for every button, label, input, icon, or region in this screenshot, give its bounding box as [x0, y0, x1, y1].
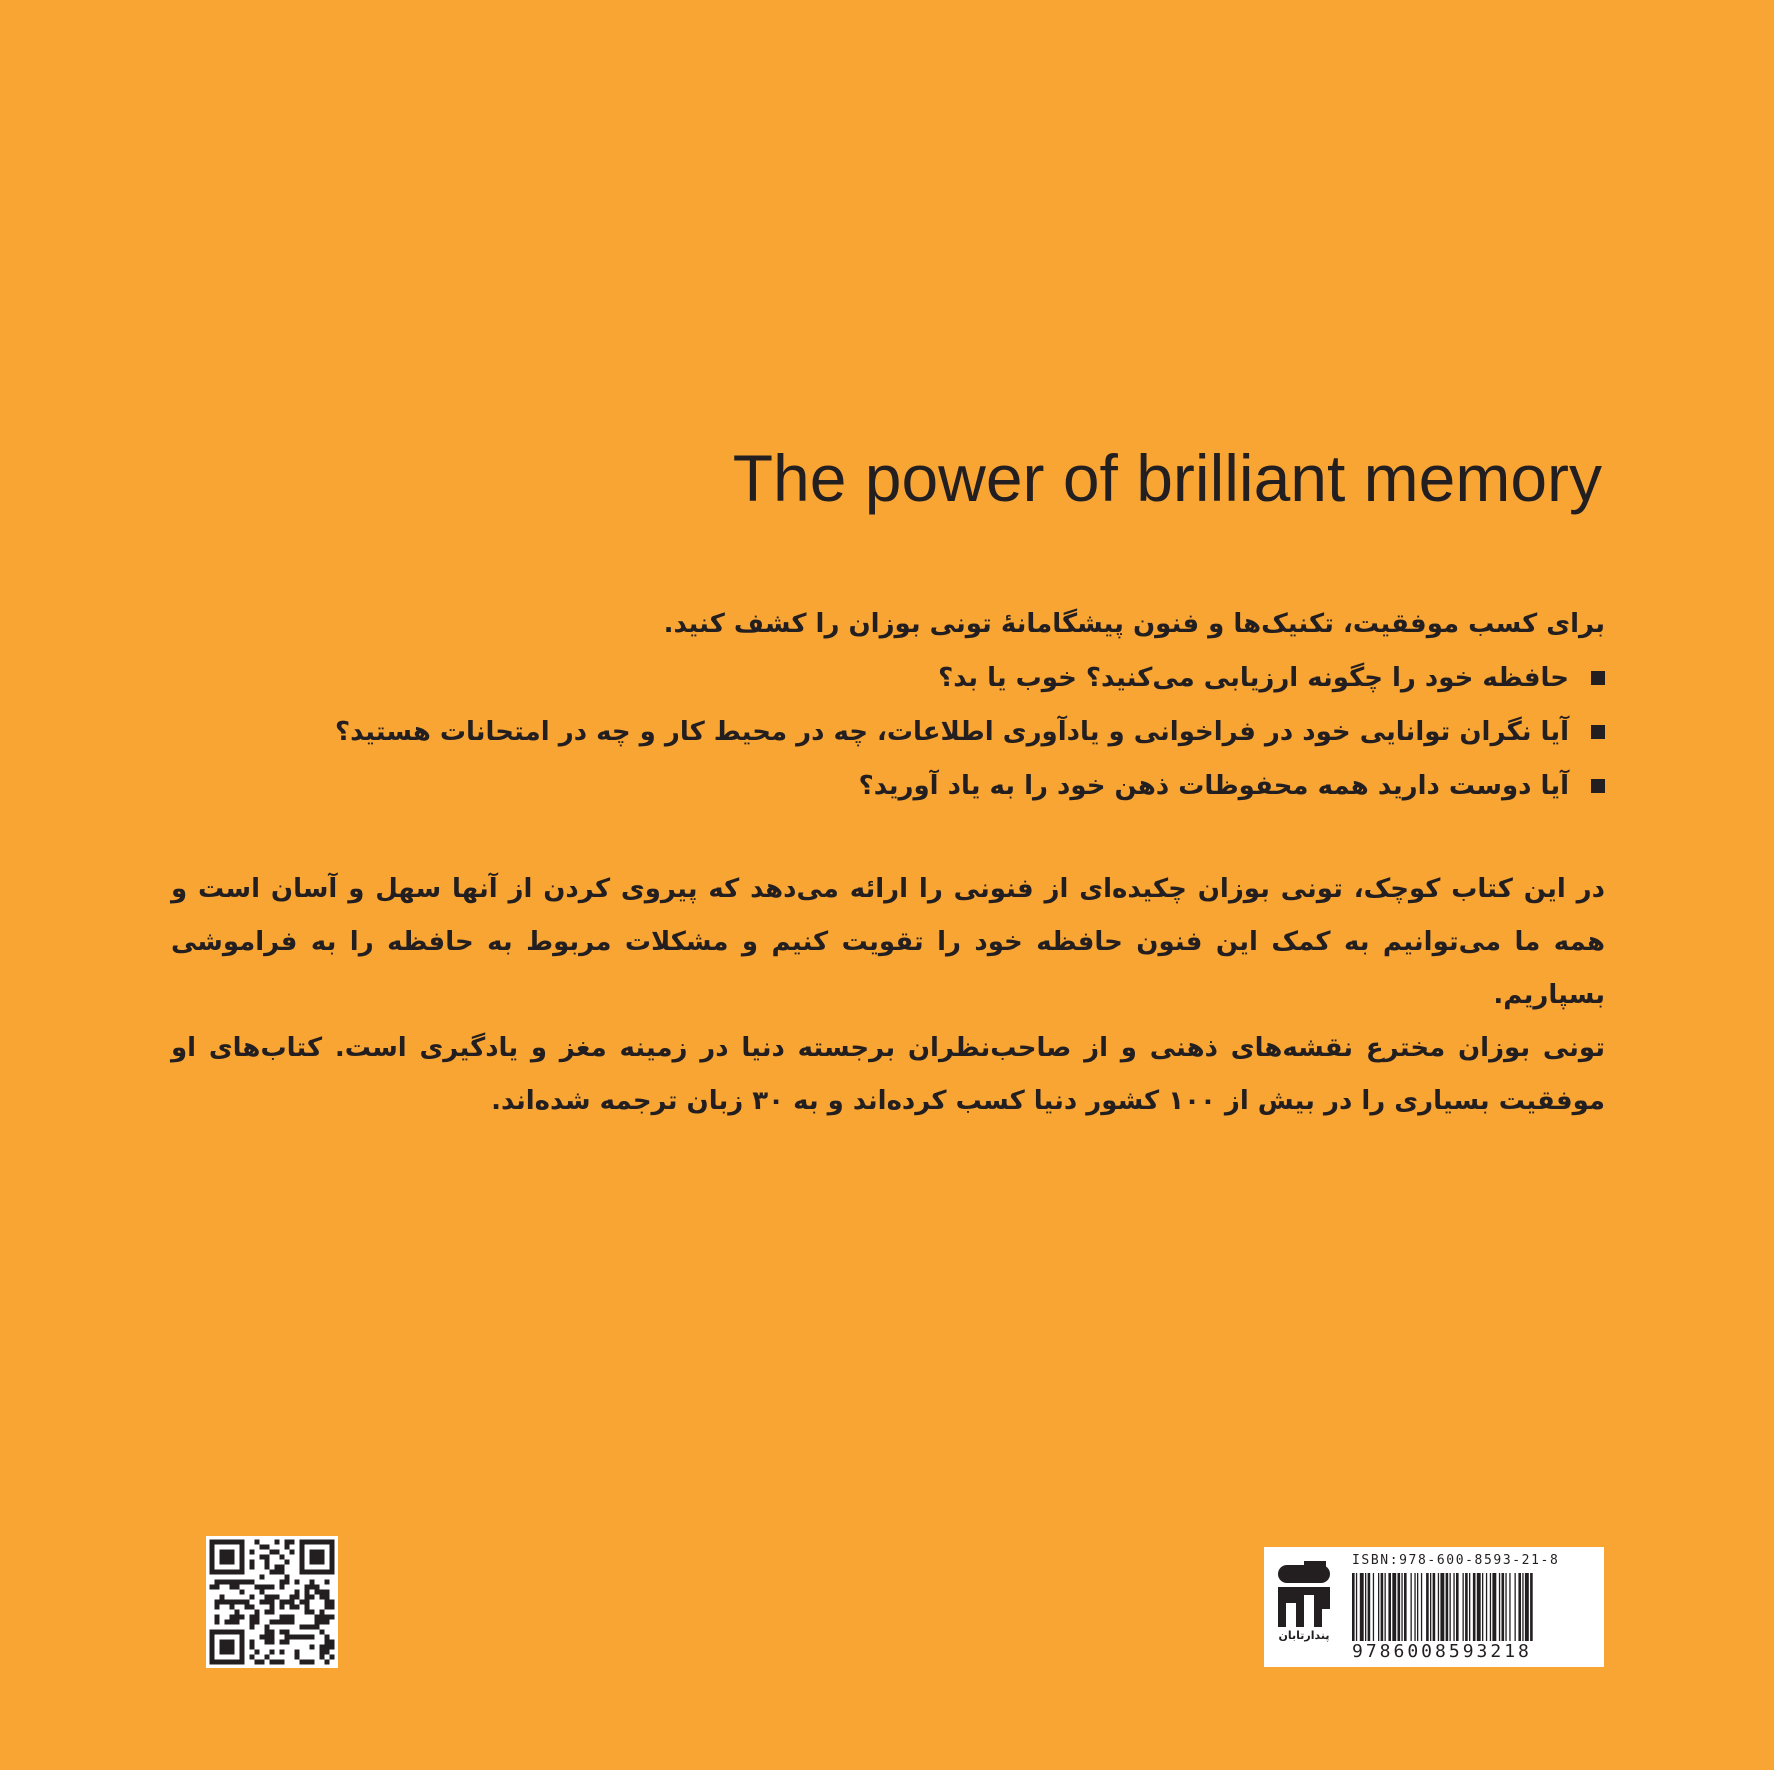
- description-section: [171, 863, 1605, 1128]
- bullet-square-icon: [1591, 671, 1605, 685]
- barcode-icon: [1352, 1573, 1592, 1641]
- isbn-label: ISBN:978-600-8593-21-8: [1352, 1553, 1560, 1568]
- question-text: آیا دوست دارید همه محفوظات ذهن خود را به یاد آورید؟: [858, 771, 1569, 801]
- question-item: [171, 705, 1605, 759]
- question-text: آیا نگران توانایی خود در فراخوانی و یادآوری اطلاعات، چه در محیط کار و چه در امتحانات هستید؟: [335, 717, 1569, 747]
- description-paragraph: در این کتاب کوچک، تونی بوزان چکیده‌ای از فنونی را ارائه می‌دهد که پیروی کردن از آنها سهل و آسان است و همه ما می‌توانیم به کمک این فنون حافظه خود را تقویت کنیم و مشکلات مربوط به حافظه را به فراموشی بسپاریم.: [171, 874, 1605, 1010]
- barcode-number: 9786008593218: [1352, 1641, 1532, 1662]
- bullet-square-icon: [1591, 725, 1605, 739]
- intro-text: برای کسب موفقیت، تکنیک‌ها و فنون پیشگامانهٔ تونی بوزان را کشف کنید.: [663, 609, 1605, 639]
- intro-section: [171, 597, 1605, 813]
- question-text: حافظه خود را چگونه ارزیابی می‌کنید؟ خوب یا بد؟: [938, 663, 1569, 693]
- publisher-logo-icon: [1272, 1559, 1336, 1657]
- author-paragraph: تونی بوزان مخترع نقشه‌های ذهنی و از صاحب‌نظران برجسته دنیا در زمینه مغز و یادگیری است. کتاب‌های او موفقیت بسیاری را در بیش از ۱۰۰ کشور دنیا کسب کرده‌اند و به ۳۰ زبان ترجمه شده‌اند.: [171, 1033, 1605, 1116]
- bullet-square-icon: [1591, 779, 1605, 793]
- question-item: [171, 759, 1605, 813]
- qr-code-graphic: [206, 1536, 338, 1668]
- question-list: [171, 651, 1605, 813]
- book-title: The power of brilliant memory: [732, 441, 1602, 515]
- question-item: [171, 651, 1605, 705]
- isbn-barcode-panel: [1264, 1547, 1604, 1667]
- qr-code-icon: [206, 1536, 338, 1668]
- publisher-name: پندارتابان: [1278, 1629, 1330, 1642]
